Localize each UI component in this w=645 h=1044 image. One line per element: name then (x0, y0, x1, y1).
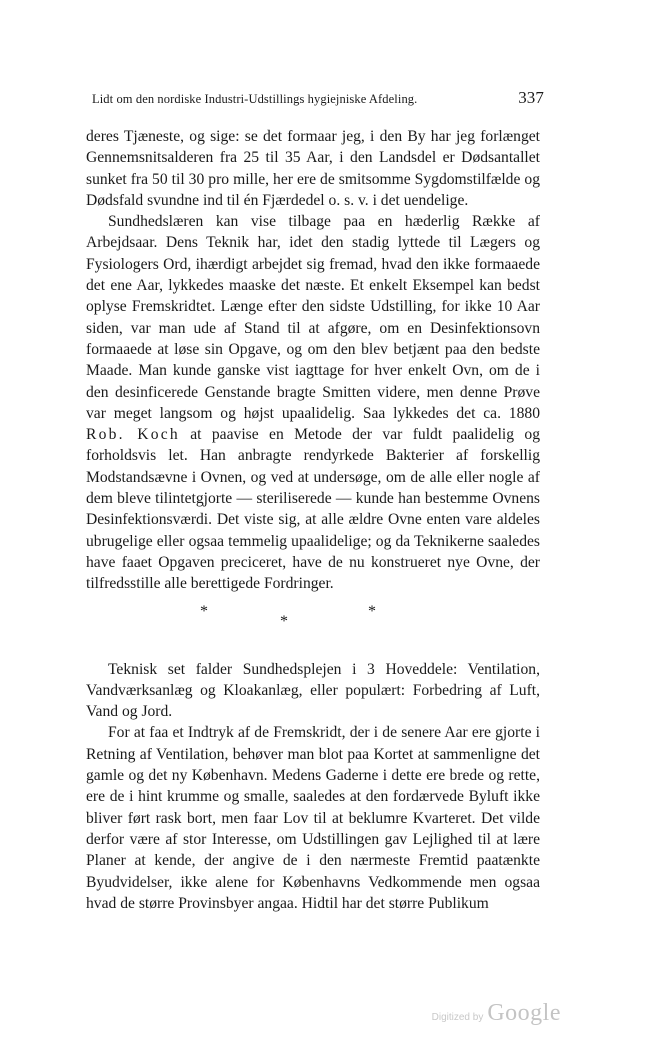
paragraph-3: Teknisk set falder Sundhedsplejen i 3 Hoveddele: Ventilation, Vandværksanlæg og Kloakanlæg, eller populært: Forbedring af Luft, Vand og Jord. (86, 660, 540, 721)
section-2 (86, 659, 540, 915)
running-header (86, 88, 544, 108)
running-title: Lidt om den nordiske Industri-Udstillings hygiejniske Afdeling. (92, 92, 418, 106)
book-page (86, 88, 544, 914)
divider-star-left: * (200, 602, 208, 620)
paragraph-2 (86, 211, 540, 594)
paragraph-4: For at faa et Indtryk af de Fremskridt, der i de senere Aar ere gjorte i Retning af Ventilation, behøver man blot paa Kortet at sammenligne det gamle og det ny København. Medens Gaderne i dette ere brede og rette, ere de i hint krumme og smalle, saaledes at den fordærvede Byluft ikke bliver ført rask bort, men faar Lov til at beklumre Kvarteret. Det vilde derfor være af stor Interesse, om Udstillingen gav Lejlighed til at lære Planer at kende, der angive de i den nærmeste Fremtid paatænkte Byudvidelser, ikke alene for Københavns Vedkommende men ogsaa hvad de større Provinsbyer angaa. Hidtil har det større Publikum (86, 724, 540, 912)
page-number: 337 (518, 88, 544, 107)
person-name: Rob. Koch (86, 426, 180, 444)
google-logo: Google (487, 1000, 561, 1026)
digitization-watermark (432, 1000, 561, 1027)
section-divider (86, 601, 540, 653)
paragraph-1: deres Tjæneste, og sige: se det formaar jeg, i den By har jeg forlænget Gennemsnitsalderen fra 25 til 35 Aar, i den Landsdel er Dødsantallet sunket fra 50 til 30 pro mille, her ere de smitsomme Sygdomstilfælde og Dødsfald svundne ind til én Fjærdedel o. s. v. i det uendelige. (86, 128, 540, 209)
divider-star-center: * (280, 612, 288, 630)
paragraph-2-text-a: Sundhedslæren kan vise tilbage paa en hæderlig Række af Arbejdsaar. Dens Teknik har, idet den stadig lyttede til Lægers og Fysiologers Ord, ihærdigt arbejdet sig fremad, hvad den ikke formaaede det ene Aar, lykkedes maaske det næste. Et enkelt Eksempel kan bedst oplyse Fremskridtet. Længe efter den sidste Udstilling, for ikke 10 Aar siden, var man ude af Stand til at afgøre, om en Desinfektionsovn formaaede at løse sin Opgave, og om den blev betjænt paa den bedste Maade. Man kunde ganske vist iagttage for hver enkelt Ovn, om de i den desinficerede Genstande bragte Smitten videre, men denne Prøve var meget langsom og højst upaalidelig. Saa lykkedes det ca. 1880 (86, 213, 540, 422)
digitized-by-label: Digitized by (431, 1012, 484, 1023)
divider-star-right: * (368, 602, 376, 620)
paragraph-2-text-b: at paavise en Metode der var fuldt paalidelig og forholdsvis let. Han anbragte rendyrkede Bakterier af forskellig Modstandsævne i Ovnen, og ved at undersøge, om de alle eller nogle af dem bleve tilintetgjorte — steriliserede — kunde han bestemme Ovnens Desinfektionsværdi. Det viste sig, at alle ældre Ovne enten vare aldeles ubrugelige eller ogsaa temmelig upaalidelige; og da Teknikerne saaledes have faaet Opgaven preciceret, have de nu konstrueret nye Ovne, der tilfredsstille alle berettigede Fordringer. (86, 426, 541, 593)
